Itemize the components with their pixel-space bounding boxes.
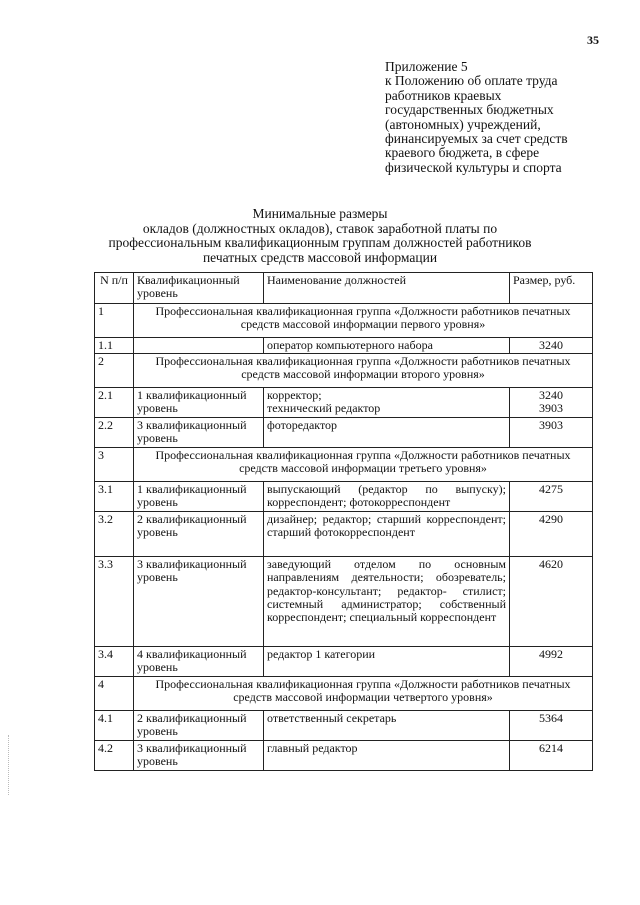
row-number: 4 [95, 677, 134, 711]
salary-size: 4992 [510, 647, 593, 677]
appendix-line: (автономных) учреждений, [385, 116, 541, 132]
position-name: корректор; технический редактор [264, 388, 510, 418]
appendix-line: Приложение 5 [385, 59, 468, 74]
qualification-level [134, 338, 264, 354]
position-name: оператор компьютерного набора [264, 338, 510, 354]
salary-table [94, 272, 593, 771]
group-name: Профессиональная квалификационная группа «Должности работников печатных средств массовой информации третьего уровня» [134, 448, 593, 482]
row-number: 4.2 [95, 741, 134, 771]
appendix-reference [385, 60, 600, 175]
header-size: Размер, руб. [510, 273, 593, 304]
position-name: главный редактор [264, 741, 510, 771]
row-number: 1 [95, 304, 134, 338]
row-number: 1.1 [95, 338, 134, 354]
table-header-row [95, 273, 593, 304]
appendix-line: физической культуры и спорта [385, 159, 562, 175]
appendix-line: финансируемых за счет средств [385, 131, 568, 147]
title-line: печатных средств массовой информации [202, 249, 438, 265]
group-name: Профессиональная квалификационная группа «Должности работников печатных средств массовой информации первого уровня» [134, 304, 593, 338]
position-name: редактор 1 категории [264, 647, 510, 677]
scan-margin-mark [8, 735, 11, 795]
position-name: ответственный секретарь [264, 711, 510, 741]
row-number: 3 [95, 448, 134, 482]
table-row [95, 647, 593, 677]
document-title [90, 207, 550, 265]
appendix-line: государственных бюджетных [385, 102, 554, 118]
group-row [95, 304, 593, 338]
salary-size: 3240 [510, 338, 593, 354]
group-row [95, 354, 593, 388]
row-number: 3.2 [95, 512, 134, 557]
qualification-level: 2 квалификационный уровень [134, 512, 264, 557]
group-row [95, 677, 593, 711]
row-number: 2 [95, 354, 134, 388]
table-row [95, 482, 593, 512]
appendix-line: к Положению об оплате труда [385, 73, 558, 89]
salary-size: 4275 [510, 482, 593, 512]
qualification-level: 3 квалификационный уровень [134, 741, 264, 771]
qualification-level: 2 квалификационный уровень [134, 711, 264, 741]
salary-size: 4620 [510, 557, 593, 647]
position-name: дизайнер; редактор; старший корреспондент; старший фотокорреспондент [264, 512, 510, 557]
title-line: окладов (должностных окладов), ставок заработной платы по [142, 220, 498, 236]
title-line: Минимальные размеры [252, 206, 388, 221]
salary-size: 3240 3903 [510, 388, 593, 418]
table-row [95, 512, 593, 557]
row-number: 3.3 [95, 557, 134, 647]
page-number: 35 [587, 33, 599, 47]
qualification-level: 3 квалификационный уровень [134, 418, 264, 448]
group-name: Профессиональная квалификационная группа «Должности работников печатных средств массовой информации четвертого уровня» [134, 677, 593, 711]
qualification-level: 3 квалификационный уровень [134, 557, 264, 647]
row-number: 2.2 [95, 418, 134, 448]
salary-size: 3903 [510, 418, 593, 448]
appendix-line: краевого бюджета, в сфере [385, 145, 540, 161]
table-row [95, 557, 593, 647]
table-row [95, 711, 593, 741]
qualification-level: 4 квалификационный уровень [134, 647, 264, 677]
salary-size: 5364 [510, 711, 593, 741]
row-number: 2.1 [95, 388, 134, 418]
qualification-level: 1 квалификационный уровень [134, 482, 264, 512]
salary-size: 4290 [510, 512, 593, 557]
position-name: фоторедактор [264, 418, 510, 448]
qualification-level: 1 квалификационный уровень [134, 388, 264, 418]
header-num: N п/п [95, 273, 134, 304]
table-row [95, 388, 593, 418]
table-row [95, 418, 593, 448]
appendix-line: работников краевых [385, 87, 502, 103]
row-number: 3.1 [95, 482, 134, 512]
header-level: Квалификационный уровень [134, 273, 264, 304]
title-line: профессиональным квалификационным группам должностей работников [108, 235, 532, 251]
group-name: Профессиональная квалификационная группа «Должности работников печатных средств массовой информации второго уровня» [134, 354, 593, 388]
group-row [95, 448, 593, 482]
row-number: 4.1 [95, 711, 134, 741]
salary-size: 6214 [510, 741, 593, 771]
position-name: заведующий отделом по основным направлениям деятельности; обозреватель; редактор-консультант; редактор- стилист; системный администратор; собственный корреспондент; специальный корреспондент [264, 557, 510, 647]
row-number: 3.4 [95, 647, 134, 677]
table-row [95, 338, 593, 354]
position-name: выпускающий (редактор по выпуску); корреспондент; фотокорреспондент [264, 482, 510, 512]
table-row [95, 741, 593, 771]
header-position: Наименование должностей [264, 273, 510, 304]
